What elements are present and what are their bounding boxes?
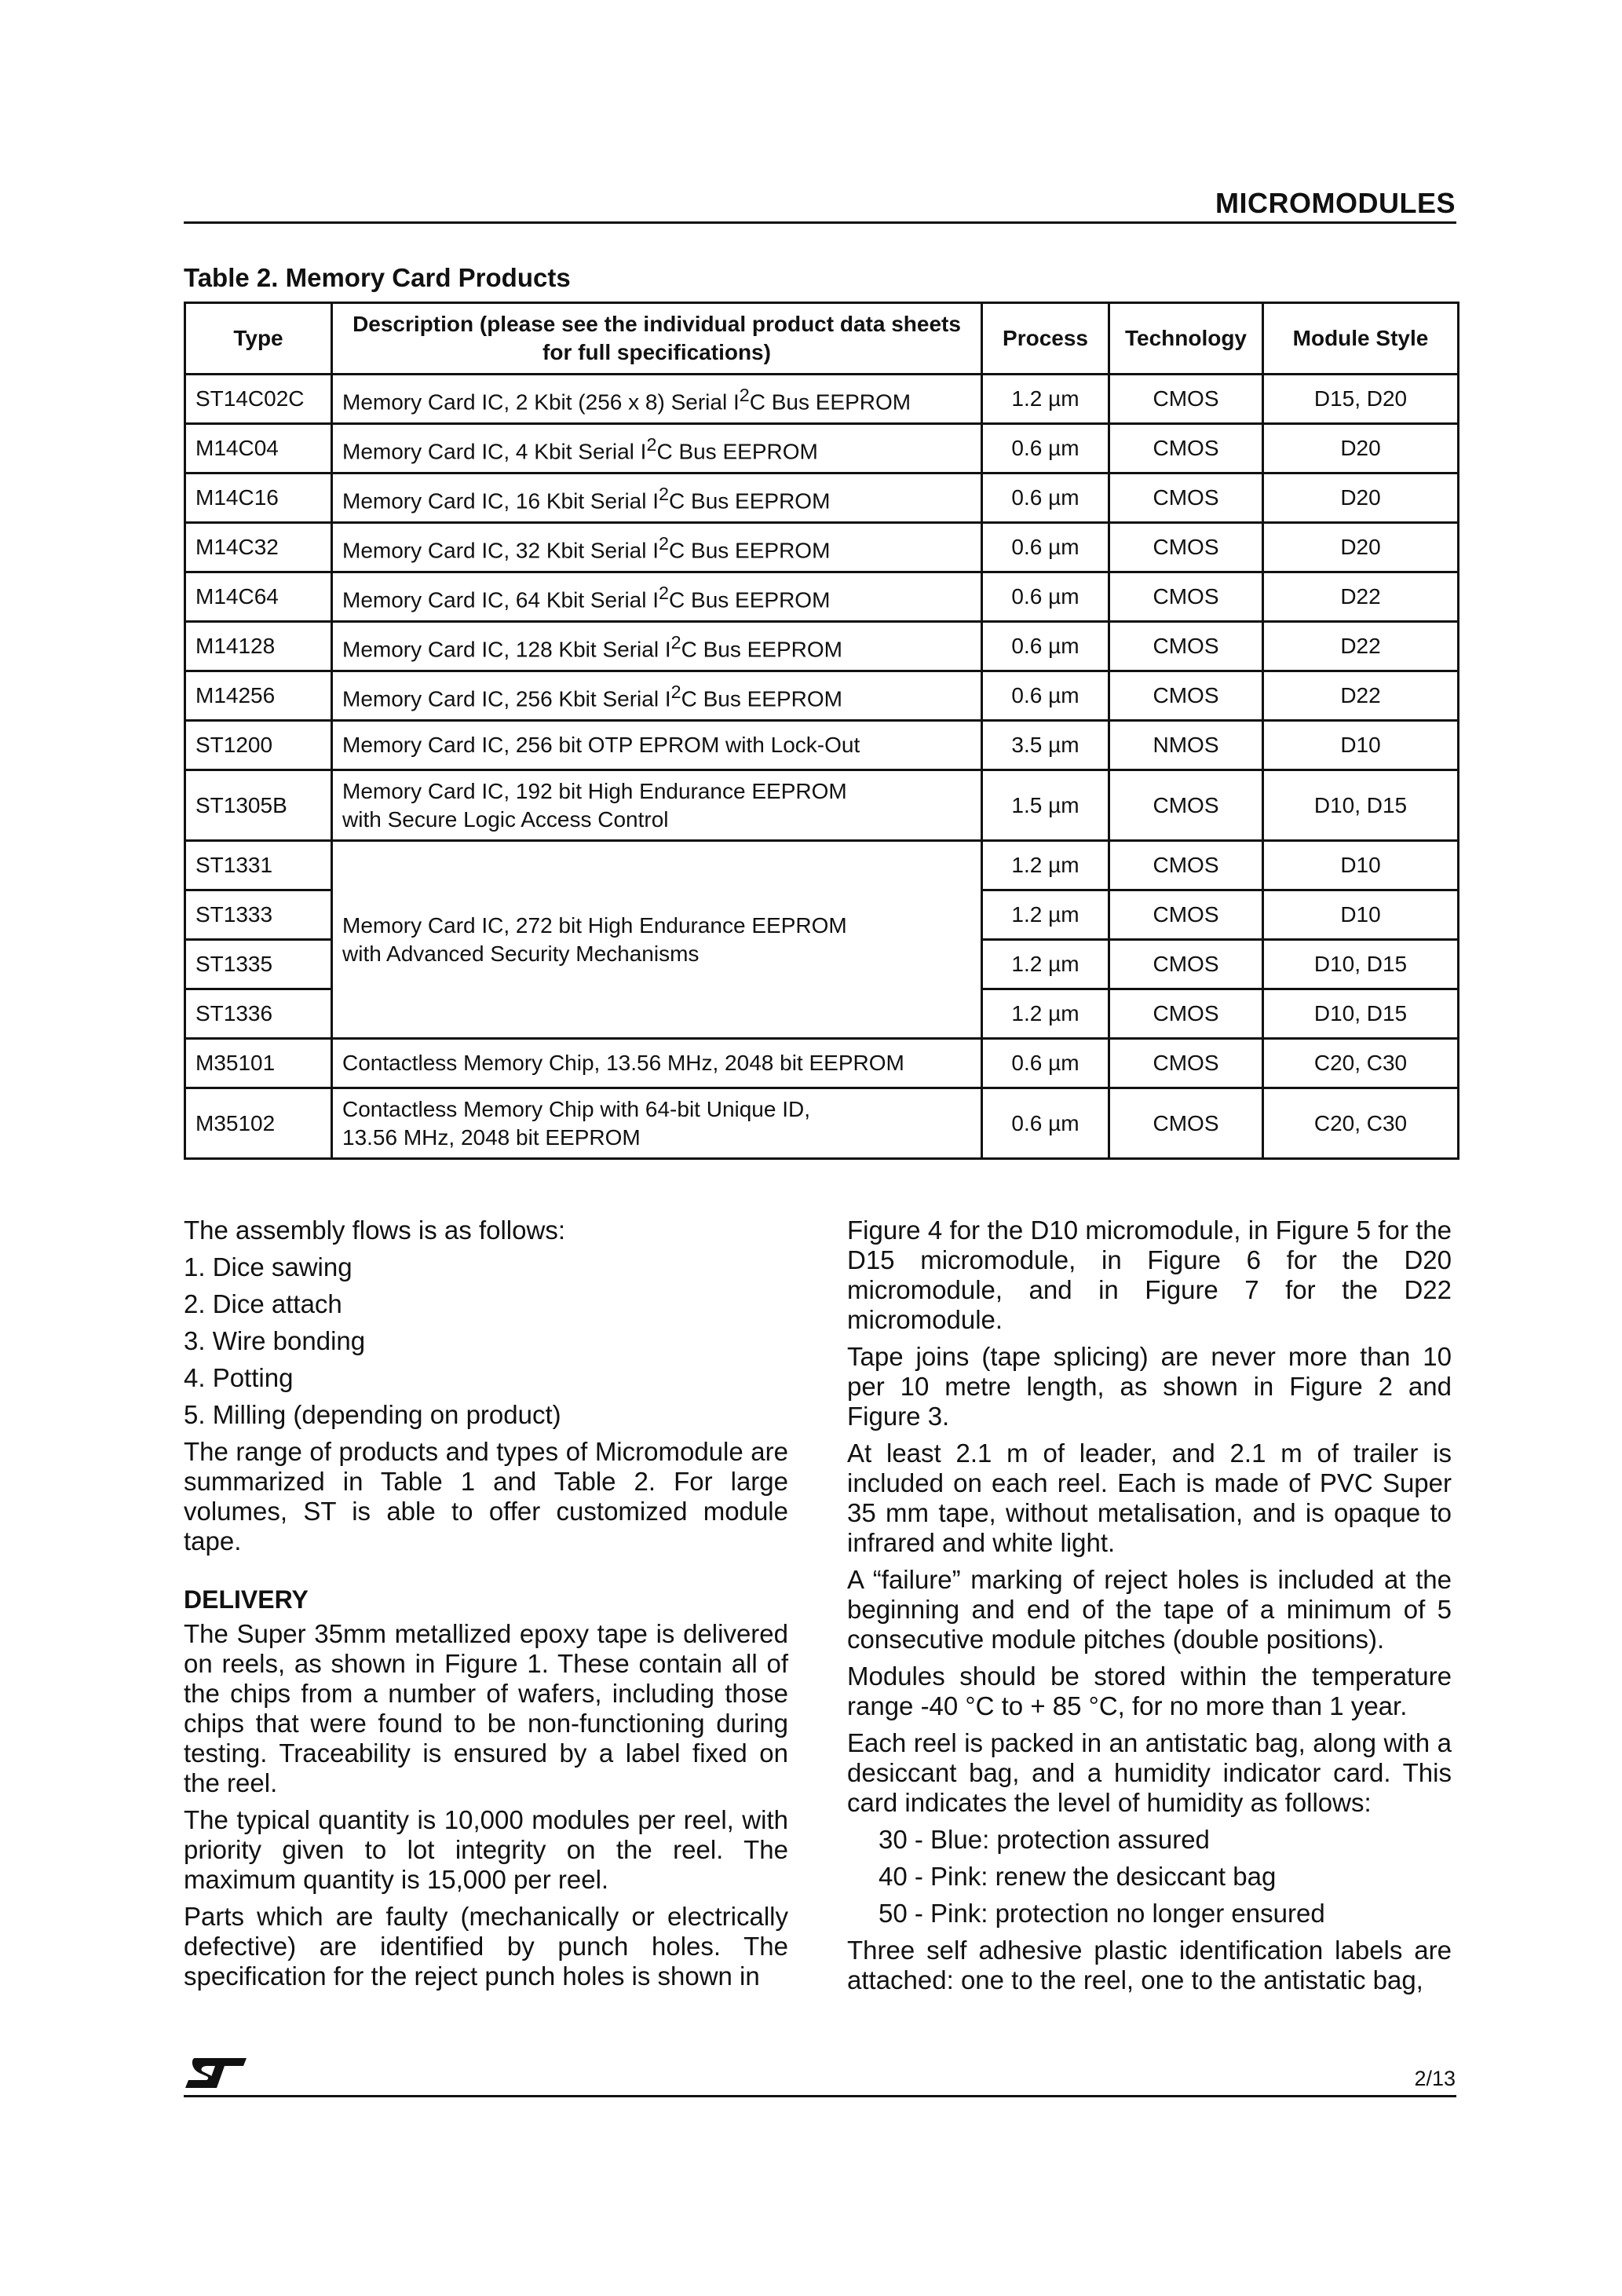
cell-description: Contactless Memory Chip with 64-bit Unique ID, 13.56 MHz, 2048 bit EEPROM (332, 1088, 982, 1159)
header-technology: Technology (1109, 303, 1263, 375)
cell-module-style: D20 (1263, 473, 1459, 523)
cell-type: ST1336 (185, 989, 332, 1039)
cell-description: Memory Card IC, 4 Kbit Serial $I^2C$ Bus EEPROM (332, 424, 982, 473)
cell-type: ST1200 (185, 721, 332, 770)
cell-module-style: D10, D15 (1263, 989, 1459, 1039)
cell-module-style: D10 (1263, 721, 1459, 770)
cell-technology: NMOS (1109, 721, 1263, 770)
table-row (185, 424, 1459, 473)
table-row (185, 1088, 1459, 1159)
header-module-style: Module Style (1263, 303, 1459, 375)
cell-process: 0.6 µm (982, 424, 1109, 473)
leader-trailer-paragraph: At least 2.1 m of leader, and 2.1 m of trailer is included on each reel. Each is made of PVC Super 35 mm tape, without metalisation, and is opaque to infrared and white light. (847, 1439, 1452, 1557)
table-row (185, 770, 1459, 841)
table-row (185, 622, 1459, 671)
cell-technology: CMOS (1109, 473, 1263, 523)
cell-type: M14C64 (185, 572, 332, 622)
cell-description: Memory Card IC, 256 Kbit Serial $I^2C$ Bus EEPROM (332, 671, 982, 721)
st-logo-icon (184, 2055, 248, 2091)
cell-technology: CMOS (1109, 375, 1263, 424)
table-row (185, 1039, 1459, 1088)
header-process: Process (982, 303, 1109, 375)
cell-technology: CMOS (1109, 890, 1263, 940)
humidity-level-item: 40 - Pink: renew the desiccant bag (879, 1862, 1277, 1891)
cell-module-style: D20 (1263, 424, 1459, 473)
cell-description: Memory Card IC, 128 Kbit Serial $I^2C$ Bus EEPROM (332, 622, 982, 671)
cell-module-style: D22 (1263, 622, 1459, 671)
table-row (185, 671, 1459, 721)
cell-technology: CMOS (1109, 940, 1263, 989)
cell-type: ST14C02C (185, 375, 332, 424)
cell-module-style: C20, C30 (1263, 1039, 1459, 1088)
humidity-level-item: 50 - Pink: protection no longer ensured (879, 1899, 1325, 1928)
table-row (185, 721, 1459, 770)
cell-module-style: C20, C30 (1263, 1088, 1459, 1159)
cell-module-style: D10, D15 (1263, 940, 1459, 989)
cell-type: M14128 (185, 622, 332, 671)
table-caption: Table 2. Memory Card Products (184, 263, 571, 292)
table-header-row (185, 303, 1459, 375)
range-paragraph: The range of products and types of Micromodule are summarized in Table 1 and Table 2. For large volumes, ST is able to offer customized module tape. (184, 1437, 788, 1556)
cell-type: M14C16 (185, 473, 332, 523)
cell-description: Memory Card IC, 16 Kbit Serial $I^2C$ Bus EEPROM (332, 473, 982, 523)
cell-description: Memory Card IC, 2 Kbit (256 x 8) Serial $I^2C$ Bus EEPROM (332, 375, 982, 424)
cell-module-style: D10 (1263, 890, 1459, 940)
cell-type: M35102 (185, 1088, 332, 1159)
list-item: 1. Dice sawing (184, 1252, 353, 1281)
cell-process: 0.6 µm (982, 622, 1109, 671)
delivery-heading: DELIVERY (184, 1585, 309, 1614)
cell-technology: CMOS (1109, 523, 1263, 572)
humidity-level-item: 30 - Blue: protection assured (879, 1825, 1210, 1854)
cell-technology: CMOS (1109, 989, 1263, 1039)
cell-type: M35101 (185, 1039, 332, 1088)
cell-type: ST1305B (185, 770, 332, 841)
list-item: 5. Milling (depending on product) (184, 1400, 561, 1429)
failure-marking-paragraph: A “failure” marking of reject holes is included at the beginning and end of the tape of a minimum of 5 consecutive module pitches (double positions). (847, 1565, 1452, 1654)
cell-module-style: D22 (1263, 572, 1459, 622)
table-row (185, 572, 1459, 622)
cell-type: M14256 (185, 671, 332, 721)
list-item: 4. Potting (184, 1363, 294, 1392)
cell-description: Memory Card IC, 256 bit OTP EPROM with Lock-Out (332, 721, 982, 770)
cell-module-style: D10 (1263, 841, 1459, 890)
cell-type: ST1333 (185, 890, 332, 940)
cell-description: Memory Card IC, 272 bit High Endurance EEPROM with Advanced Security Mechanisms (332, 841, 982, 1039)
cell-technology: CMOS (1109, 1088, 1263, 1159)
table-row (185, 375, 1459, 424)
cell-type: ST1335 (185, 940, 332, 989)
figures-paragraph: Figure 4 for the D10 micromodule, in Figure 5 for the D15 micromodule, in Figure 6 for the D20 micromodule, and in Figure 7 for the D22 micromodule. (847, 1216, 1452, 1334)
cell-description: Memory Card IC, 192 bit High Endurance EEPROM with Secure Logic Access Control (332, 770, 982, 841)
cell-description: Memory Card IC, 64 Kbit Serial $I^2C$ Bus EEPROM (332, 572, 982, 622)
table-row (185, 473, 1459, 523)
cell-technology: CMOS (1109, 622, 1263, 671)
cell-type: M14C32 (185, 523, 332, 572)
delivery-paragraph-2: The typical quantity is 10,000 modules per reel, with priority given to lot integrity on the reel. The maximum quantity is 15,000 per reel. (184, 1805, 788, 1894)
cell-process: 1.2 µm (982, 375, 1109, 424)
left-text-column (184, 1216, 788, 1998)
cell-technology: CMOS (1109, 770, 1263, 841)
cell-description: Contactless Memory Chip, 13.56 MHz, 2048 bit EEPROM (332, 1039, 982, 1088)
cell-technology: CMOS (1109, 841, 1263, 890)
table-row (185, 841, 1459, 890)
cell-type: ST1331 (185, 841, 332, 890)
cell-process: 1.2 µm (982, 989, 1109, 1039)
cell-description: Memory Card IC, 32 Kbit Serial $I^2C$ Bus EEPROM (332, 523, 982, 572)
header-type: Type (185, 303, 332, 375)
list-item: 2. Dice attach (184, 1289, 342, 1318)
assembly-intro: The assembly flows is as follows: (184, 1216, 565, 1245)
packing-paragraph: Each reel is packed in an antistatic bag, along with a desiccant bag, and a humidity indicator card. This card indicates the level of humidity as follows: (847, 1728, 1452, 1817)
list-item: 3. Wire bonding (184, 1326, 366, 1355)
tape-joins-paragraph: Tape joins (tape splicing) are never more than 10 per 10 metre length, as shown in Figure 2 and Figure 3. (847, 1342, 1452, 1431)
delivery-paragraph-3: Parts which are faulty (mechanically or electrically defective) are identified by punch holes. The specification for the reject punch holes is shown in (184, 1902, 788, 1991)
cell-process: 0.6 µm (982, 1088, 1109, 1159)
header-rule (184, 221, 1456, 224)
header-description: Description (please see the individual product data sheets for full specifications) (332, 303, 982, 375)
cell-process: 1.5 µm (982, 770, 1109, 841)
cell-process: 0.6 µm (982, 473, 1109, 523)
page-header-title: MICROMODULES (1215, 187, 1456, 219)
cell-type: M14C04 (185, 424, 332, 473)
cell-technology: CMOS (1109, 424, 1263, 473)
cell-process: 1.2 µm (982, 841, 1109, 890)
cell-process: 1.2 µm (982, 890, 1109, 940)
footer-rule (184, 2095, 1456, 2097)
memory-card-products-table (184, 302, 1459, 1160)
cell-process: 3.5 µm (982, 721, 1109, 770)
cell-process: 0.6 µm (982, 523, 1109, 572)
cell-technology: CMOS (1109, 671, 1263, 721)
cell-technology: CMOS (1109, 572, 1263, 622)
delivery-paragraph-1: The Super 35mm metallized epoxy tape is delivered on reels, as shown in Figure 1. These contain all of the chips from a number of wafers, including those chips that were found to be non-functioning during testing. Traceability is ensured by a label fixed on the reel. (184, 1619, 788, 1797)
cell-technology: CMOS (1109, 1039, 1263, 1088)
cell-process: 0.6 µm (982, 572, 1109, 622)
page-number: 2/13 (1414, 2067, 1456, 2090)
cell-module-style: D15, D20 (1263, 375, 1459, 424)
cell-process: 0.6 µm (982, 671, 1109, 721)
storage-paragraph: Modules should be stored within the temperature range -40 °C to + 85 °C, for no more than 1 year. (847, 1662, 1452, 1720)
cell-module-style: D10, D15 (1263, 770, 1459, 841)
cell-process: 0.6 µm (982, 1039, 1109, 1088)
cell-process: 1.2 µm (982, 940, 1109, 989)
cell-module-style: D20 (1263, 523, 1459, 572)
labels-paragraph: Three self adhesive plastic identification labels are attached: one to the reel, one to the antistatic bag, (847, 1936, 1452, 1994)
table-row (185, 523, 1459, 572)
cell-module-style: D22 (1263, 671, 1459, 721)
right-text-column (847, 1216, 1452, 2002)
